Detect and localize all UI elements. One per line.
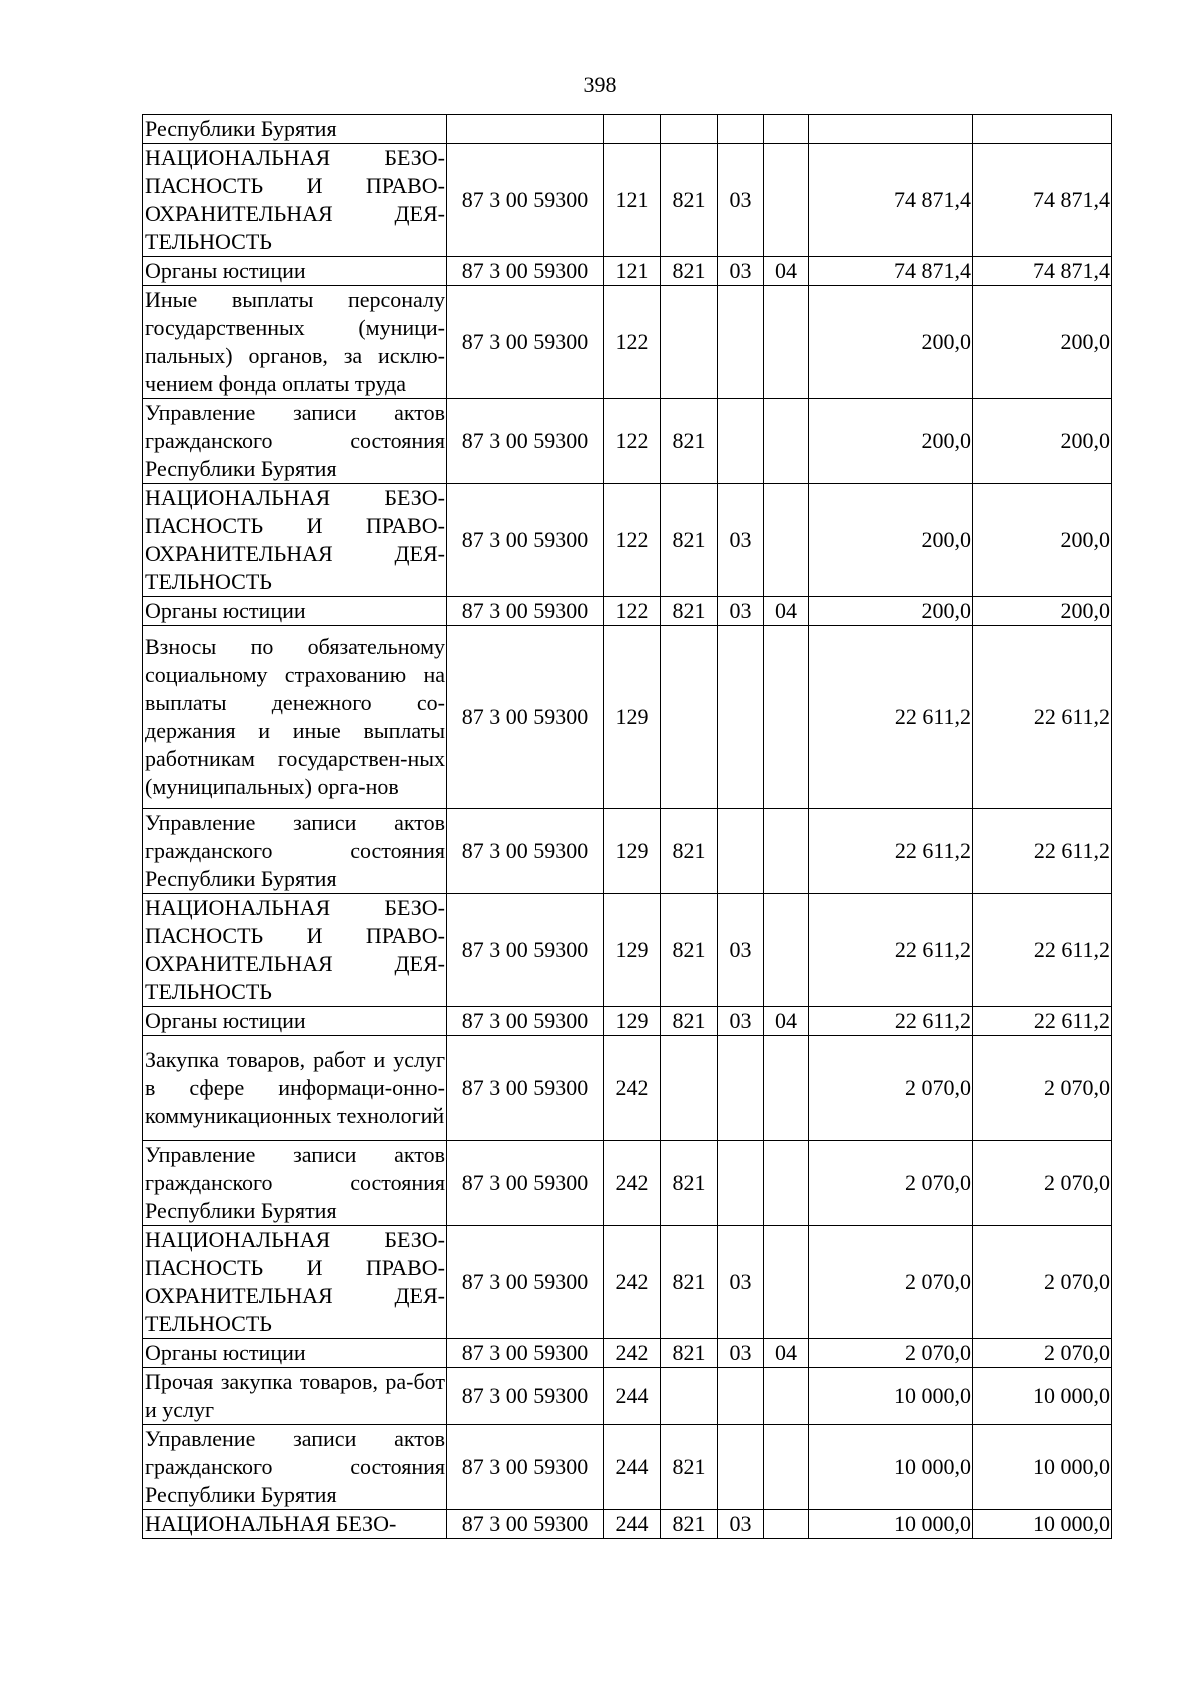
administrator-cell: 821 <box>661 484 718 597</box>
target-article-cell: 87 3 00 59300 <box>447 1425 604 1510</box>
expense-type-cell: 122 <box>604 597 661 626</box>
administrator-cell <box>661 1036 718 1141</box>
subsection-cell <box>764 1226 809 1339</box>
expense-type-cell: 242 <box>604 1141 661 1226</box>
name-cell: Прочая закупка товаров, ра-бот и услуг <box>143 1368 447 1425</box>
section-cell <box>718 1141 764 1226</box>
subsection-cell: 04 <box>764 1007 809 1036</box>
table-row <box>143 1425 1112 1510</box>
administrator-cell: 821 <box>661 1226 718 1339</box>
section-cell <box>718 626 764 809</box>
amount-year1-cell: 2 070,0 <box>809 1141 973 1226</box>
amount-year2-cell: 22 611,2 <box>973 894 1112 1007</box>
section-cell <box>718 1368 764 1425</box>
amount-year2-cell: 2 070,0 <box>973 1141 1112 1226</box>
target-article-cell <box>447 115 604 144</box>
target-article-cell: 87 3 00 59300 <box>447 1510 604 1539</box>
amount-year1-cell: 200,0 <box>809 597 973 626</box>
section-cell: 03 <box>718 144 764 257</box>
section-cell <box>718 809 764 894</box>
name-cell: Управление записи актов гражданского состояния Республики Бурятия <box>143 399 447 484</box>
expense-type-cell: 244 <box>604 1510 661 1539</box>
table-row <box>143 809 1112 894</box>
section-cell: 03 <box>718 597 764 626</box>
administrator-cell: 821 <box>661 597 718 626</box>
target-article-cell: 87 3 00 59300 <box>447 1007 604 1036</box>
subsection-cell <box>764 144 809 257</box>
amount-year1-cell: 200,0 <box>809 286 973 399</box>
section-cell: 03 <box>718 1510 764 1539</box>
section-cell <box>718 1036 764 1141</box>
expense-type-cell: 129 <box>604 1007 661 1036</box>
table-row <box>143 1226 1112 1339</box>
amount-year2-cell: 200,0 <box>973 399 1112 484</box>
subsection-cell: 04 <box>764 597 809 626</box>
target-article-cell: 87 3 00 59300 <box>447 894 604 1007</box>
name-cell: Управление записи актов гражданского состояния Республики Бурятия <box>143 1141 447 1226</box>
table-row <box>143 597 1112 626</box>
expense-type-cell: 129 <box>604 894 661 1007</box>
administrator-cell: 821 <box>661 1141 718 1226</box>
table-row <box>143 484 1112 597</box>
subsection-cell <box>764 399 809 484</box>
expense-type-cell <box>604 115 661 144</box>
expense-type-cell: 242 <box>604 1036 661 1141</box>
subsection-cell <box>764 484 809 597</box>
name-cell: НАЦИОНАЛЬНАЯ БЕЗО-ПАСНОСТЬ И ПРАВО-ОХРАНИТЕЛЬНАЯ ДЕЯ-ТЕЛЬНОСТЬ <box>143 894 447 1007</box>
subsection-cell <box>764 1141 809 1226</box>
amount-year2-cell: 10 000,0 <box>973 1510 1112 1539</box>
amount-year2-cell: 22 611,2 <box>973 809 1112 894</box>
name-cell: Закупка товаров, работ и услуг в сфере информаци-онно-коммуникационных технологий <box>143 1036 447 1141</box>
table-row <box>143 115 1112 144</box>
amount-year1-cell: 2 070,0 <box>809 1339 973 1368</box>
expense-type-cell: 242 <box>604 1339 661 1368</box>
expense-type-cell: 122 <box>604 399 661 484</box>
expense-type-cell: 122 <box>604 484 661 597</box>
amount-year1-cell: 74 871,4 <box>809 144 973 257</box>
section-cell <box>718 399 764 484</box>
administrator-cell: 821 <box>661 257 718 286</box>
section-cell <box>718 115 764 144</box>
target-article-cell: 87 3 00 59300 <box>447 257 604 286</box>
table-row <box>143 1368 1112 1425</box>
subsection-cell <box>764 626 809 809</box>
subsection-cell <box>764 1368 809 1425</box>
amount-year1-cell: 22 611,2 <box>809 809 973 894</box>
expense-type-cell: 121 <box>604 144 661 257</box>
table-row <box>143 894 1112 1007</box>
amount-year2-cell: 2 070,0 <box>973 1339 1112 1368</box>
subsection-cell <box>764 894 809 1007</box>
amount-year2-cell <box>973 115 1112 144</box>
target-article-cell: 87 3 00 59300 <box>447 484 604 597</box>
target-article-cell: 87 3 00 59300 <box>447 399 604 484</box>
administrator-cell: 821 <box>661 1425 718 1510</box>
expense-type-cell: 129 <box>604 809 661 894</box>
section-cell: 03 <box>718 894 764 1007</box>
section-cell: 03 <box>718 1339 764 1368</box>
target-article-cell: 87 3 00 59300 <box>447 1368 604 1425</box>
amount-year1-cell: 22 611,2 <box>809 1007 973 1036</box>
target-article-cell: 87 3 00 59300 <box>447 1036 604 1141</box>
name-cell: НАЦИОНАЛЬНАЯ БЕЗО-ПАСНОСТЬ И ПРАВО-ОХРАНИТЕЛЬНАЯ ДЕЯ-ТЕЛЬНОСТЬ <box>143 144 447 257</box>
page-number: 398 <box>583 72 617 97</box>
table-row <box>143 399 1112 484</box>
amount-year2-cell: 22 611,2 <box>973 626 1112 809</box>
name-cell: Взносы по обязательному социальному страхованию на выплаты денежного со-держания и иные выплаты работникам государствен-ных (муниципальных) орга-нов <box>143 626 447 809</box>
administrator-cell: 821 <box>661 809 718 894</box>
section-cell: 03 <box>718 484 764 597</box>
name-cell: Республики Бурятия <box>143 115 447 144</box>
expense-type-cell: 244 <box>604 1425 661 1510</box>
amount-year2-cell: 74 871,4 <box>973 144 1112 257</box>
amount-year1-cell <box>809 115 973 144</box>
name-cell: Органы юстиции <box>143 257 447 286</box>
amount-year1-cell: 74 871,4 <box>809 257 973 286</box>
subsection-cell <box>764 1510 809 1539</box>
section-cell: 03 <box>718 257 764 286</box>
table-row <box>143 1510 1112 1539</box>
table-row <box>143 1036 1112 1141</box>
subsection-cell <box>764 115 809 144</box>
amount-year2-cell: 10 000,0 <box>973 1368 1112 1425</box>
subsection-cell: 04 <box>764 257 809 286</box>
table-row <box>143 257 1112 286</box>
amount-year1-cell: 22 611,2 <box>809 894 973 1007</box>
expense-type-cell: 244 <box>604 1368 661 1425</box>
target-article-cell: 87 3 00 59300 <box>447 626 604 809</box>
name-cell: НАЦИОНАЛЬНАЯ БЕЗО-ПАСНОСТЬ И ПРАВО-ОХРАНИТЕЛЬНАЯ ДЕЯ-ТЕЛЬНОСТЬ <box>143 484 447 597</box>
administrator-cell: 821 <box>661 894 718 1007</box>
target-article-cell: 87 3 00 59300 <box>447 144 604 257</box>
amount-year2-cell: 10 000,0 <box>973 1425 1112 1510</box>
table-row <box>143 1007 1112 1036</box>
target-article-cell: 87 3 00 59300 <box>447 1339 604 1368</box>
name-cell: НАЦИОНАЛЬНАЯ БЕЗО-ПАСНОСТЬ И ПРАВО-ОХРАНИТЕЛЬНАЯ ДЕЯ-ТЕЛЬНОСТЬ <box>143 1226 447 1339</box>
amount-year2-cell: 22 611,2 <box>973 1007 1112 1036</box>
expense-type-cell: 242 <box>604 1226 661 1339</box>
table-row <box>143 1339 1112 1368</box>
table-row <box>143 144 1112 257</box>
target-article-cell: 87 3 00 59300 <box>447 1226 604 1339</box>
administrator-cell <box>661 626 718 809</box>
target-article-cell: 87 3 00 59300 <box>447 286 604 399</box>
table-body <box>143 115 1112 1539</box>
amount-year1-cell: 2 070,0 <box>809 1036 973 1141</box>
section-cell <box>718 286 764 399</box>
amount-year1-cell: 10 000,0 <box>809 1425 973 1510</box>
administrator-cell: 821 <box>661 1007 718 1036</box>
target-article-cell: 87 3 00 59300 <box>447 1141 604 1226</box>
amount-year2-cell: 74 871,4 <box>973 257 1112 286</box>
table-row <box>143 626 1112 809</box>
amount-year1-cell: 10 000,0 <box>809 1368 973 1425</box>
section-cell <box>718 1425 764 1510</box>
budget-table <box>142 114 1112 1539</box>
amount-year2-cell: 2 070,0 <box>973 1036 1112 1141</box>
amount-year1-cell: 22 611,2 <box>809 626 973 809</box>
amount-year2-cell: 200,0 <box>973 286 1112 399</box>
name-cell: Управление записи актов гражданского состояния Республики Бурятия <box>143 809 447 894</box>
amount-year1-cell: 2 070,0 <box>809 1226 973 1339</box>
amount-year2-cell: 2 070,0 <box>973 1226 1112 1339</box>
administrator-cell <box>661 115 718 144</box>
expense-type-cell: 129 <box>604 626 661 809</box>
amount-year1-cell: 200,0 <box>809 399 973 484</box>
table-row <box>143 286 1112 399</box>
name-cell: Управление записи актов гражданского состояния Республики Бурятия <box>143 1425 447 1510</box>
administrator-cell <box>661 1368 718 1425</box>
amount-year2-cell: 200,0 <box>973 484 1112 597</box>
expense-type-cell: 121 <box>604 257 661 286</box>
subsection-cell <box>764 809 809 894</box>
name-cell: НАЦИОНАЛЬНАЯ БЕЗО- <box>143 1510 447 1539</box>
amount-year1-cell: 200,0 <box>809 484 973 597</box>
target-article-cell: 87 3 00 59300 <box>447 809 604 894</box>
administrator-cell: 821 <box>661 1339 718 1368</box>
name-cell: Органы юстиции <box>143 1339 447 1368</box>
table-row <box>143 1141 1112 1226</box>
subsection-cell <box>764 1425 809 1510</box>
administrator-cell: 821 <box>661 399 718 484</box>
expense-type-cell: 122 <box>604 286 661 399</box>
amount-year2-cell: 200,0 <box>973 597 1112 626</box>
subsection-cell <box>764 286 809 399</box>
section-cell: 03 <box>718 1007 764 1036</box>
name-cell: Иные выплаты персоналу государственных (муници-пальных) органов, за исклю-чением фонда оплаты труда <box>143 286 447 399</box>
name-cell: Органы юстиции <box>143 1007 447 1036</box>
administrator-cell: 821 <box>661 1510 718 1539</box>
subsection-cell: 04 <box>764 1339 809 1368</box>
administrator-cell: 821 <box>661 144 718 257</box>
administrator-cell <box>661 286 718 399</box>
amount-year1-cell: 10 000,0 <box>809 1510 973 1539</box>
name-cell: Органы юстиции <box>143 597 447 626</box>
section-cell: 03 <box>718 1226 764 1339</box>
target-article-cell: 87 3 00 59300 <box>447 597 604 626</box>
subsection-cell <box>764 1036 809 1141</box>
